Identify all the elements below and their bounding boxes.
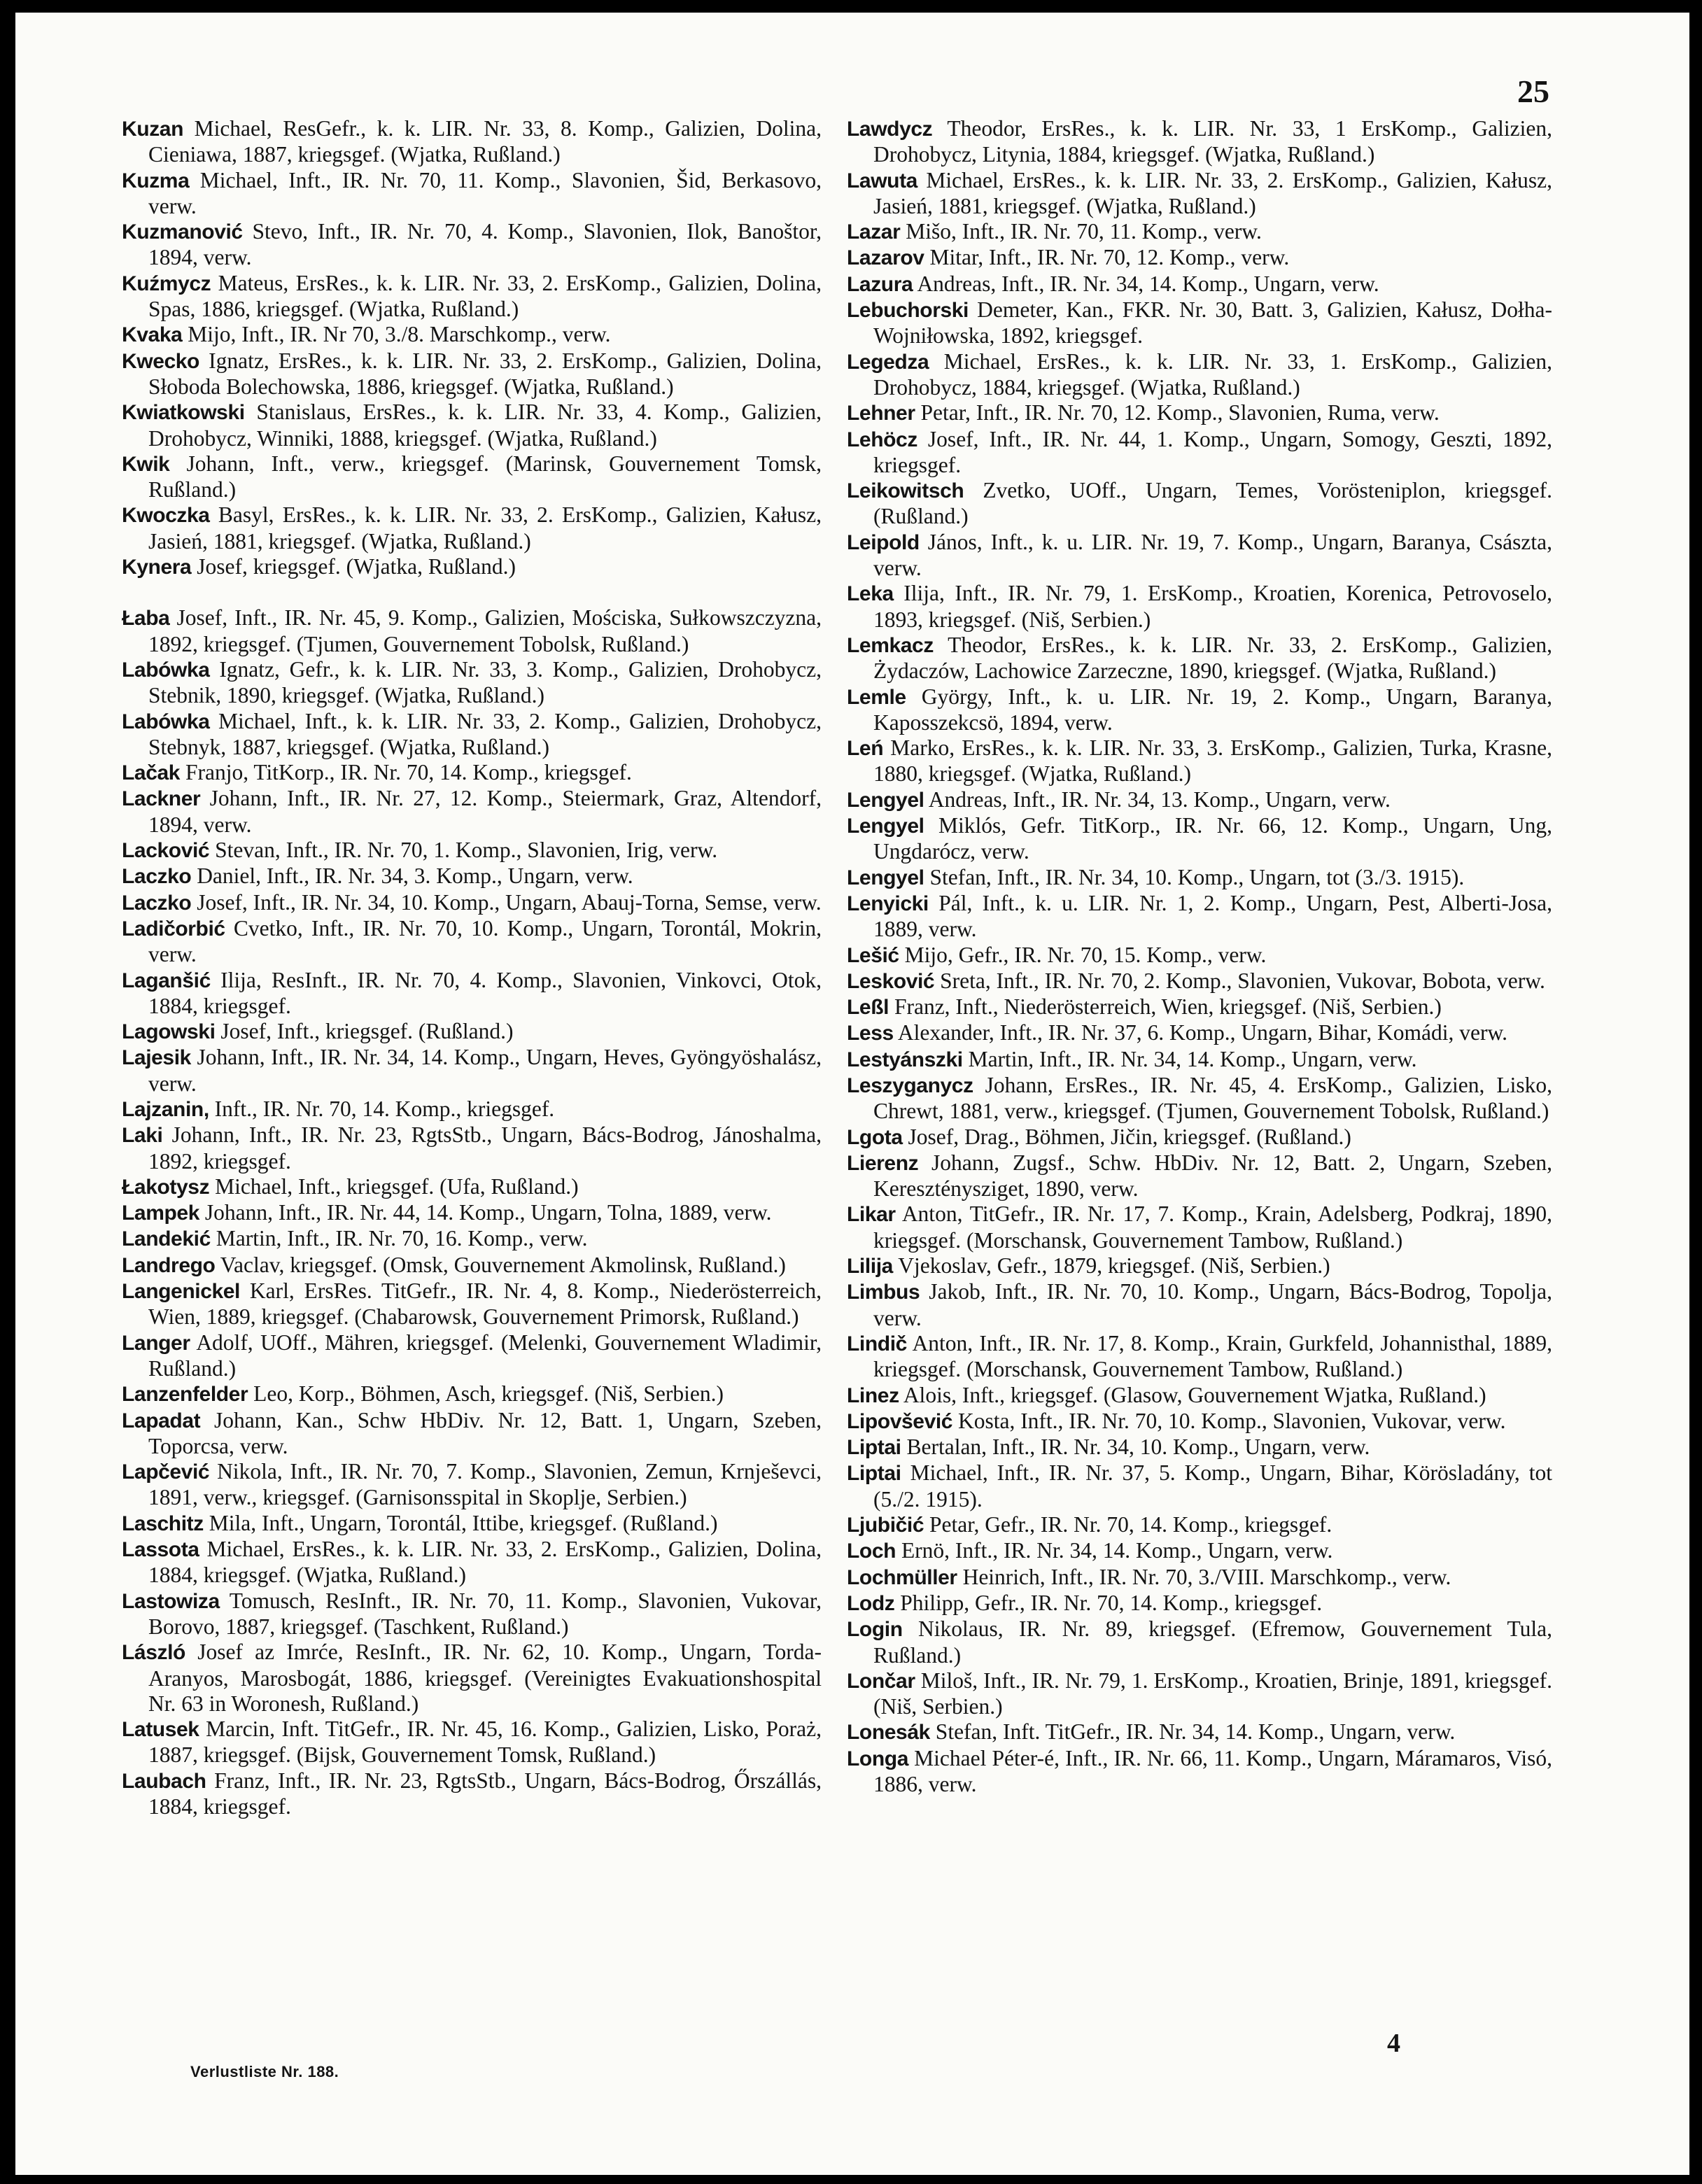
entry-details: Mijo, Inft., IR. Nr 70, 3./8. Marschkomp., verw.	[188, 322, 611, 347]
list-entry	[847, 891, 1552, 943]
entry-surname: Laczko	[122, 865, 192, 889]
entry-surname: Lipovšević	[847, 1409, 953, 1433]
entry-details: Ernö, Inft., IR. Nr. 34, 14. Komp., Ungarn, verw.	[901, 1538, 1333, 1563]
list-entry	[847, 1331, 1552, 1383]
entry-surname: Lastowiza	[122, 1589, 220, 1613]
entry-details: Tomusch, ResInft., IR. Nr. 70, 11. Komp., Slavonien, Vukovar, Borovo, 1887, kriegsgef. (Taschkent, Rußland.)	[148, 1588, 822, 1639]
entry-surname: Kwecko	[122, 349, 199, 373]
entry-details: Anton, TitGefr., IR. Nr. 17, 7. Komp., Krain, Adelsberg, Podkraj, 1890, kriegsgef. (Morschansk, Gouvernement Tambow, Rußland.)	[873, 1202, 1553, 1253]
entry-surname: Loch	[847, 1540, 896, 1563]
list-entry	[122, 1019, 822, 1045]
list-entry	[122, 1717, 822, 1768]
entry-details: Michael, ErsRes., k. k. LIR. Nr. 33, 2. ErsKomp., Galizien, Dolina, 1884, kriegsgef. (Wjatka, Rußland.)	[148, 1537, 822, 1588]
entry-details: Ignatz, Gefr., k. k. LIR. Nr. 33, 3. Komp., Galizien, Drohobycz, Stebnik, 1890, kriegsgef. (Wjatka, Rußland.)	[148, 656, 822, 708]
entry-surname: Lenyicki	[847, 892, 929, 915]
entry-surname: Leka	[847, 582, 894, 606]
entry-details: Petar, Gefr., IR. Nr. 70, 14. Komp., kriegsgef.	[929, 1512, 1332, 1537]
entry-details: Basyl, ErsRes., k. k. LIR. Nr. 33, 2. ErsKomp., Galizien, Kałusz, Jasień, 1881, kriegsgef. (Wjatka, Rußland.)	[148, 502, 822, 554]
list-entry	[847, 349, 1552, 401]
entry-details: Petar, Inft., IR. Nr. 70, 12. Komp., Slavonien, Ruma, verw.	[920, 400, 1440, 425]
list-entry	[847, 943, 1552, 968]
entry-details: Franz, Inft., IR. Nr. 23, RgtsStb., Ungarn, Bács-Bodrog, Őrszállás, 1884, kriegsgef.	[148, 1768, 822, 1819]
list-entry	[122, 1330, 822, 1382]
list-entry	[122, 1278, 822, 1330]
entry-surname: Lanzenfelder	[122, 1383, 248, 1407]
entry-surname: Lemkacz	[847, 633, 934, 657]
entry-details: Johann, Inft., IR. Nr. 34, 14. Komp., Ungarn, Heves, Gyöngyöshalász, verw.	[148, 1045, 822, 1096]
list-entry	[122, 168, 822, 220]
entry-surname: Longa	[847, 1747, 908, 1770]
entry-details: Franjo, TitKorp., IR. Nr. 70, 14. Komp., kriegsgef.	[185, 760, 632, 785]
list-entry	[847, 219, 1552, 245]
entry-details: Michael, Inft., IR. Nr. 37, 5. Komp., Ungarn, Bihar, Körösladány, tot (5./2. 1915).	[873, 1460, 1553, 1512]
list-entry	[847, 116, 1552, 168]
list-entry	[847, 1668, 1552, 1720]
list-entry	[847, 272, 1552, 297]
entry-surname: Legedza	[847, 350, 929, 374]
entry-details: Franz, Inft., Niederösterreich, Wien, kriegsgef. (Niš, Serbien.)	[894, 994, 1442, 1020]
entry-surname: Landekić	[122, 1227, 211, 1251]
entry-surname: Kwoczka	[122, 504, 210, 528]
entry-surname: Kwiatkowski	[122, 401, 245, 425]
list-entry	[122, 1200, 822, 1226]
list-entry	[847, 168, 1552, 220]
list-entry	[847, 1565, 1552, 1591]
entry-details: János, Inft., k. u. LIR. Nr. 19, 7. Komp., Ungarn, Baranya, Császta, verw.	[873, 529, 1552, 581]
entry-details: Johann, Inft., IR. Nr. 27, 12. Komp., Steiermark, Graz, Altendorf, 1894, verw.	[148, 786, 822, 837]
entry-surname: Laschitz	[122, 1512, 204, 1535]
entry-surname: Lgota	[847, 1125, 903, 1149]
entry-surname: Lesković	[847, 969, 935, 993]
entry-surname: Kwik	[122, 452, 170, 476]
entry-details: Michael, ResGefr., k. k. LIR. Nr. 33, 8. Komp., Galizien, Dolina, Cieniawa, 1887, kriegsgef. (Wjatka, Rußland.)	[148, 116, 822, 167]
list-entry	[847, 684, 1552, 736]
entry-details: Stevo, Inft., IR. Nr. 70, 4. Komp., Slavonien, Ilok, Banoštor, 1894, verw.	[148, 219, 822, 270]
entry-details: Inft., IR. Nr. 70, 14. Komp., kriegsgef.	[214, 1096, 555, 1121]
list-entry	[847, 813, 1552, 865]
entry-surname: Laubach	[122, 1769, 206, 1793]
entry-details: Johann, Kan., Schw HbDiv. Nr. 12, Batt. 1, Ungarn, Szeben, Toporcsa, verw.	[148, 1407, 822, 1458]
entry-details: Zvetko, UOff., Ungarn, Temes, Vorösteniplon, kriegsgef. (Rußland.)	[873, 478, 1552, 529]
footer-list-number: Verlustliste Nr. 188.	[190, 2063, 339, 2080]
entry-surname: Kynera	[122, 556, 192, 579]
entry-details: Mijo, Gefr., IR. Nr. 70, 15. Komp., verw.	[904, 942, 1267, 967]
entry-surname: Lebuchorski	[847, 299, 969, 323]
list-entry	[847, 968, 1552, 994]
list-entry	[847, 1435, 1552, 1460]
list-entry	[847, 1383, 1552, 1409]
entry-surname: Lampek	[122, 1202, 199, 1225]
entry-details: Theodor, ErsRes., k. k. LIR. Nr. 33, 1 ErsKomp., Galizien, Drohobycz, Litynia, 1884, kriegsgef. (Wjatka, Rußland.)	[873, 116, 1552, 167]
entry-details: Karl, ErsRes. TitGefr., IR. Nr. 4, 8. Komp., Niederösterreich, Wien, 1889, kriegsgef. (Chabarowsk, Gouvernement Primorsk, Rußland.)	[148, 1278, 822, 1330]
entry-details: Josef, Inft., kriegsgef. (Rußland.)	[220, 1019, 514, 1044]
entry-details: Nikola, Inft., IR. Nr. 70, 7. Komp., Slavonien, Zemun, Krnješevci, 1891, verw., kriegsgef. (Garnisonsspital in Skoplje, Serbien.)	[148, 1459, 822, 1510]
list-entry	[847, 1125, 1552, 1150]
entry-surname: Langenickel	[122, 1280, 240, 1304]
entry-details: Vaclav, kriegsgef. (Omsk, Gouvernement Akmolinsk, Rußland.)	[220, 1252, 786, 1277]
entry-details: Miklós, Gefr. TitKorp., IR. Nr. 66, 12. Komp., Ungarn, Ung, Ungdarócz, verw.	[873, 813, 1553, 864]
list-entry	[122, 554, 822, 580]
entry-surname: Lajesik	[122, 1046, 191, 1070]
entry-details: Theodor, ErsRes., k. k. LIR. Nr. 33, 2. ErsKomp., Galizien, Żydaczów, Lachowice Zarzeczne, 1890, kriegsgef. (Wjatka, Rußland.)	[873, 632, 1552, 684]
entry-surname: Lehöcz	[847, 428, 917, 451]
entry-surname: Lindič	[847, 1332, 907, 1355]
list-entry	[122, 890, 822, 916]
entry-details: Adolf, UOff., Mähren, kriegsgef. (Melenki, Gouvernement Wladimir, Rußland.)	[148, 1330, 822, 1381]
entry-surname: László	[122, 1641, 185, 1665]
list-entry	[122, 1174, 822, 1200]
list-entry	[122, 605, 822, 657]
entry-details: Johann, ErsRes., IR. Nr. 45, 4. ErsKomp., Galizien, Lisko, Chrewt, 1881, verw., kriegsgef. (Tjumen, Gouvernement Tobolsk, Rußland.)	[873, 1072, 1553, 1124]
entry-surname: Leipold	[847, 530, 920, 554]
list-entry	[847, 478, 1552, 530]
list-entry	[847, 1047, 1552, 1073]
entry-details: Andreas, Inft., IR. Nr. 34, 14. Komp., Ungarn, verw.	[917, 271, 1379, 296]
list-entry	[122, 219, 822, 271]
list-entry	[847, 1073, 1552, 1125]
entry-details: Jakob, Inft., IR. Nr. 70, 10. Komp., Ungarn, Bács-Bodrog, Topolja, verw.	[873, 1279, 1553, 1330]
entry-surname: Lierenz	[847, 1151, 919, 1175]
list-entry	[122, 322, 822, 348]
entry-details: Josef, Drag., Böhmen, Jičin, kriegsgef. (Rußland.)	[908, 1124, 1351, 1149]
entry-details: Mateus, ErsRes., k. k. LIR. Nr. 33, 2. ErsKomp., Galizien, Dolina, Spas, 1886, kriegsgef. (Wjatka, Rußland.)	[148, 270, 822, 322]
entry-surname: Lilija	[847, 1255, 893, 1278]
list-entry	[847, 1202, 1552, 1253]
list-entry	[847, 865, 1552, 891]
entry-surname: Limbus	[847, 1281, 920, 1304]
list-entry	[122, 709, 822, 761]
entry-surname: Likar	[847, 1203, 896, 1227]
entry-surname: Less	[847, 1022, 894, 1045]
list-entry	[847, 1719, 1552, 1745]
entry-surname: Lacković	[122, 839, 210, 863]
entry-surname: Labówka	[122, 658, 210, 682]
entry-surname: Leßl	[847, 996, 889, 1020]
entry-details: Josef, Inft., IR. Nr. 34, 10. Komp., Ungarn, Abauj-Torna, Semse, verw.	[197, 889, 822, 915]
list-entry	[122, 502, 822, 554]
entry-surname: Lackner	[122, 787, 201, 811]
list-entry	[122, 1253, 822, 1278]
entry-surname: Lestyánszki	[847, 1048, 963, 1071]
entry-surname: Lengyel	[847, 866, 924, 889]
entry-surname: Lazarov	[847, 246, 924, 270]
list-entry	[847, 1279, 1552, 1331]
entry-details: Philipp, Gefr., IR. Nr. 70, 14. Komp., kriegsgef.	[900, 1590, 1323, 1615]
list-entry	[847, 1460, 1552, 1512]
list-entry	[122, 1768, 822, 1820]
entry-details: Mišo, Inft., IR. Nr. 70, 11. Komp., verw.	[906, 219, 1262, 244]
entry-surname: Liptai	[847, 1436, 901, 1460]
list-entry	[122, 657, 822, 709]
entry-details: Miloš, Inft., IR. Nr. 79, 1. ErsKomp., Kroatien, Brinje, 1891, kriegsgef. (Niš, Serbien.)	[873, 1668, 1552, 1719]
entry-details: Josef, kriegsgef. (Wjatka, Rußland.)	[197, 554, 516, 579]
list-entry	[122, 1226, 822, 1252]
entry-details: Alois, Inft., kriegsgef. (Glasow, Gouvernement Wjatka, Rußland.)	[903, 1382, 1486, 1407]
list-entry	[122, 864, 822, 889]
entry-surname: Kuźmycz	[122, 272, 211, 295]
list-entry	[847, 1538, 1552, 1564]
entry-details: Michael, Inft., kriegsgef. (Ufa, Rußland.)	[215, 1174, 579, 1199]
entry-surname: Labówka	[122, 710, 210, 733]
right-column	[847, 116, 1552, 1797]
list-entry	[122, 1537, 822, 1588]
entry-surname: Kuzma	[122, 169, 190, 192]
entry-surname: Login	[847, 1618, 903, 1642]
entry-surname: Linez	[847, 1383, 899, 1407]
entry-details: Leo, Korp., Böhmen, Asch, kriegsgef. (Niš, Serbien.)	[253, 1381, 724, 1407]
entry-surname: Lajzanin,	[122, 1097, 209, 1121]
entry-surname: Kuzmanović	[122, 220, 243, 244]
list-entry	[847, 427, 1552, 479]
entry-details: Mila, Inft., Ungarn, Torontál, Ittibe, kriegsgef. (Rußland.)	[209, 1510, 718, 1535]
entry-surname: Leszyganycz	[847, 1073, 973, 1097]
entry-surname: Łakotysz	[122, 1175, 210, 1199]
entry-details: Mitar, Inft., IR. Nr. 70, 12. Komp., verw.	[929, 245, 1290, 270]
list-entry	[122, 451, 822, 503]
list-entry	[122, 916, 822, 968]
entry-surname: Lengyel	[847, 815, 924, 838]
entry-details: Ignatz, ErsRes., k. k. LIR. Nr. 33, 2. ErsKomp., Galizien, Dolina, Słoboda Bolechowska, 1886, kriegsgef. (Wjatka, Rußland.)	[148, 348, 822, 399]
entry-details: Michael, Inft., IR. Nr. 70, 11. Komp., Slavonien, Šid, Berkasovo, verw.	[148, 167, 822, 218]
entry-details: Sreta, Inft., IR. Nr. 70, 2. Komp., Slavonien, Vukovar, Bobota, verw.	[940, 968, 1545, 993]
list-entry	[847, 1253, 1552, 1279]
entry-surname: Kuzan	[122, 118, 184, 141]
entry-surname: Lengyel	[847, 788, 924, 812]
entry-details: Andreas, Inft., IR. Nr. 34, 13. Komp., Ungarn, verw.	[928, 787, 1391, 812]
entry-details: Ilija, ResInft., IR. Nr. 70, 4. Komp., Slavonien, Vinkovci, Otok, 1884, kriegsgef.	[148, 967, 822, 1018]
entry-details: Stevan, Inft., IR. Nr. 70, 1. Komp., Slavonien, Irig, verw.	[215, 838, 718, 863]
entry-surname: Lawdycz	[847, 118, 933, 141]
entry-details: Pál, Inft., k. u. LIR. Nr. 1, 2. Komp., Ungarn, Pest, Alberti-Josa, 1889, verw.	[873, 890, 1553, 942]
entry-surname: Kvaka	[122, 323, 183, 347]
entry-surname: Lešić	[847, 943, 899, 967]
entry-details: Stefan, Inft., IR. Nr. 34, 10. Komp., Ungarn, tot (3./3. 1915).	[929, 864, 1465, 889]
signature-mark: 4	[1387, 2029, 1400, 2058]
list-entry	[847, 1020, 1552, 1046]
entry-surname: Lochmüller	[847, 1565, 957, 1589]
entry-details: Stefan, Inft. TitGefr., IR. Nr. 34, 14. Komp., Ungarn, verw.	[935, 1719, 1456, 1745]
entry-surname: Lassota	[122, 1538, 199, 1562]
entry-surname: Ladičorbić	[122, 917, 225, 940]
list-entry	[847, 994, 1552, 1020]
entry-details: Michael, Inft., k. k. LIR. Nr. 33, 2. Komp., Galizien, Drohobycz, Stebnyk, 1887, kriegsgef. (Wjatka, Rußland.)	[148, 708, 822, 759]
entry-details: Daniel, Inft., IR. Nr. 34, 3. Komp., Ungarn, verw.	[197, 864, 633, 889]
list-entry	[122, 348, 822, 400]
entry-surname: Ljubičić	[847, 1514, 924, 1537]
entry-surname: Lazura	[847, 272, 913, 296]
list-entry	[847, 735, 1552, 787]
list-entry	[847, 1150, 1552, 1202]
entry-surname: Lagowski	[122, 1020, 216, 1044]
entry-surname: Latusek	[122, 1718, 199, 1742]
list-entry	[122, 760, 822, 786]
entry-details: Josef az Imrće, ResInft., IR. Nr. 62, 10. Komp., Ungarn, Torda-Aranyos, Marosbogát, 1886, kriegsgef. (Vereinigtes Evakuationshospital Nr. 63 in Woronesh, Rußland.)	[148, 1640, 822, 1716]
entry-details: Heinrich, Inft., IR. Nr. 70, 3./VIII. Marschkomp., verw.	[962, 1564, 1451, 1589]
entry-details: Michael, ErsRes., k. k. LIR. Nr. 33, 2. ErsKomp., Galizien, Kałusz, Jasień, 1881, kriegsgef. (Wjatka, Rußland.)	[873, 167, 1552, 218]
list-entry	[847, 530, 1552, 582]
entry-surname: Lonesák	[847, 1721, 930, 1745]
list-entry	[122, 786, 822, 838]
entry-details: Bertalan, Inft., IR. Nr. 34, 10. Komp., Ungarn, verw.	[906, 1435, 1370, 1460]
list-entry	[847, 400, 1552, 426]
entry-surname: Lehner	[847, 402, 915, 425]
entry-surname: Lodz	[847, 1591, 895, 1615]
entry-surname: Lawuta	[847, 169, 917, 192]
entry-details: Martin, Inft., IR. Nr. 70, 16. Komp., verw.	[216, 1226, 588, 1251]
list-entry	[122, 1045, 822, 1097]
list-entry	[122, 1459, 822, 1511]
entry-surname: Laki	[122, 1124, 163, 1148]
entry-details: Johann, Zugsf., Schw. HbDiv. Nr. 12, Batt. 2, Ungarn, Szeben, Kereszténysziget, 1890, verw.	[873, 1150, 1553, 1202]
entry-details: Martin, Inft., IR. Nr. 34, 14. Komp., Ungarn, verw.	[968, 1046, 1417, 1071]
entry-details: Johann, Inft., IR. Nr. 44, 14. Komp., Ungarn, Tolna, 1889, verw.	[204, 1200, 772, 1225]
list-entry	[122, 1588, 822, 1640]
list-entry	[122, 1640, 822, 1717]
list-entry	[847, 1746, 1552, 1798]
list-entry	[122, 968, 822, 1020]
entry-details: Alexander, Inft., IR. Nr. 37, 6. Komp., Ungarn, Bihar, Komádi, verw.	[897, 1020, 1508, 1045]
page-number: 25	[1517, 73, 1549, 109]
list-entry	[847, 581, 1552, 633]
entry-surname: Liptai	[847, 1462, 901, 1486]
list-entry	[122, 838, 822, 864]
list-entry	[122, 1408, 822, 1460]
entry-surname: Lemle	[847, 685, 906, 709]
entry-surname: Laganšić	[122, 968, 211, 992]
entry-details: Johann, Inft., verw., kriegsgef. (Marinsk, Gouvernement Tomsk, Rußland.)	[148, 451, 822, 502]
list-entry	[122, 116, 822, 168]
entry-details: Michael, ErsRes., k. k. LIR. Nr. 33, 1. ErsKomp., Galizien, Drohobycz, 1884, kriegsgef. (Wjatka, Rußland.)	[873, 348, 1553, 400]
list-entry	[847, 1512, 1552, 1538]
entry-details: Stanislaus, ErsRes., k. k. LIR. Nr. 33, 4. Komp., Galizien, Drohobycz, Winniki, 1888, kriegsgef. (Wjatka, Rußland.)	[148, 400, 822, 451]
list-entry	[847, 1409, 1552, 1435]
entry-details: Nikolaus, IR. Nr. 89, kriegsgef. (Efremow, Gouvernement Tula, Rußland.)	[873, 1616, 1553, 1668]
entry-details: Michael Péter-é, Inft., IR. Nr. 66, 11. Komp., Ungarn, Máramaros, Visó, 1886, verw.	[873, 1745, 1552, 1796]
list-entry	[122, 271, 822, 323]
list-entry	[122, 400, 822, 451]
entry-details: Kosta, Inft., IR. Nr. 70, 10. Komp., Slavonien, Vukovar, verw.	[957, 1408, 1506, 1433]
list-entry	[122, 1097, 822, 1122]
list-entry	[122, 1381, 822, 1407]
entry-surname: Laczko	[122, 891, 192, 915]
list-entry	[122, 1511, 822, 1537]
entry-details: Vjekoslav, Gefr., 1879, kriegsgef. (Niš, Serbien.)	[898, 1253, 1330, 1278]
entry-surname: Lapčević	[122, 1460, 210, 1484]
entry-details: Josef, Inft., IR. Nr. 44, 1. Komp., Ungarn, Somogy, Geszti, 1892, kriegsgef.	[873, 426, 1553, 477]
entry-details: Marko, ErsRes., k. k. LIR. Nr. 33, 3. ErsKomp., Galizien, Turka, Krasne, 1880, kriegsgef. (Wjatka, Rußland.)	[873, 735, 1552, 787]
entry-surname: Lazar	[847, 220, 901, 244]
list-entry	[847, 787, 1552, 813]
entry-details: Ilija, Inft., IR. Nr. 79, 1. ErsKomp., Kroatien, Korenica, Petrovoselo, 1893, kriegsgef. (Niš, Serbien.)	[873, 581, 1552, 632]
entry-details: Cvetko, Inft., IR. Nr. 70, 10. Komp., Ungarn, Torontál, Mokrin, verw.	[148, 915, 822, 967]
entry-surname: Lapadat	[122, 1409, 201, 1432]
entry-details: Demeter, Kan., FKR. Nr. 30, Batt. 3, Galizien, Kałusz, Dołha-Wojniłowska, 1892, kriegsgef.	[873, 297, 1552, 348]
entry-details: György, Inft., k. u. LIR. Nr. 19, 2. Komp., Ungarn, Baranya, Kaposszekcsö, 1894, verw.	[873, 684, 1552, 735]
entry-surname: Lačak	[122, 761, 181, 785]
entry-surname: Łaba	[122, 607, 170, 630]
left-column	[122, 116, 822, 1819]
list-entry	[847, 297, 1552, 349]
entry-surname: Landrego	[122, 1253, 216, 1277]
document-page	[15, 13, 1689, 2175]
entry-surname: Leikowitsch	[847, 479, 964, 503]
list-entry	[847, 245, 1552, 271]
list-entry	[847, 1591, 1552, 1616]
entry-details: Anton, Inft., IR. Nr. 17, 8. Komp., Krain, Gurkfeld, Johannisthal, 1889, kriegsgef. (Morschansk, Gouvernement Tambow, Rußland.)	[873, 1330, 1552, 1382]
entry-details: Johann, Inft., IR. Nr. 23, RgtsStb., Ungarn, Bács-Bodrog, Jánoshalma, 1892, kriegsgef.	[148, 1122, 822, 1174]
entry-surname: Leń	[847, 737, 884, 761]
entry-surname: Lončar	[847, 1669, 915, 1693]
entry-details: Marcin, Inft. TitGefr., IR. Nr. 45, 16. Komp., Galizien, Lisko, Poraż, 1887, kriegsgef. (Bijsk, Gouvernement Tomsk, Rußland.)	[148, 1717, 822, 1768]
entry-surname: Langer	[122, 1331, 190, 1355]
entry-details: Josef, Inft., IR. Nr. 45, 9. Komp., Galizien, Mościska, Sułkowszczyzna, 1892, kriegsgef. (Tjumen, Gouvernement Tobolsk, Rußland.)	[148, 605, 822, 656]
list-entry	[122, 1122, 822, 1174]
list-entry	[847, 1616, 1552, 1668]
list-entry	[847, 633, 1552, 684]
